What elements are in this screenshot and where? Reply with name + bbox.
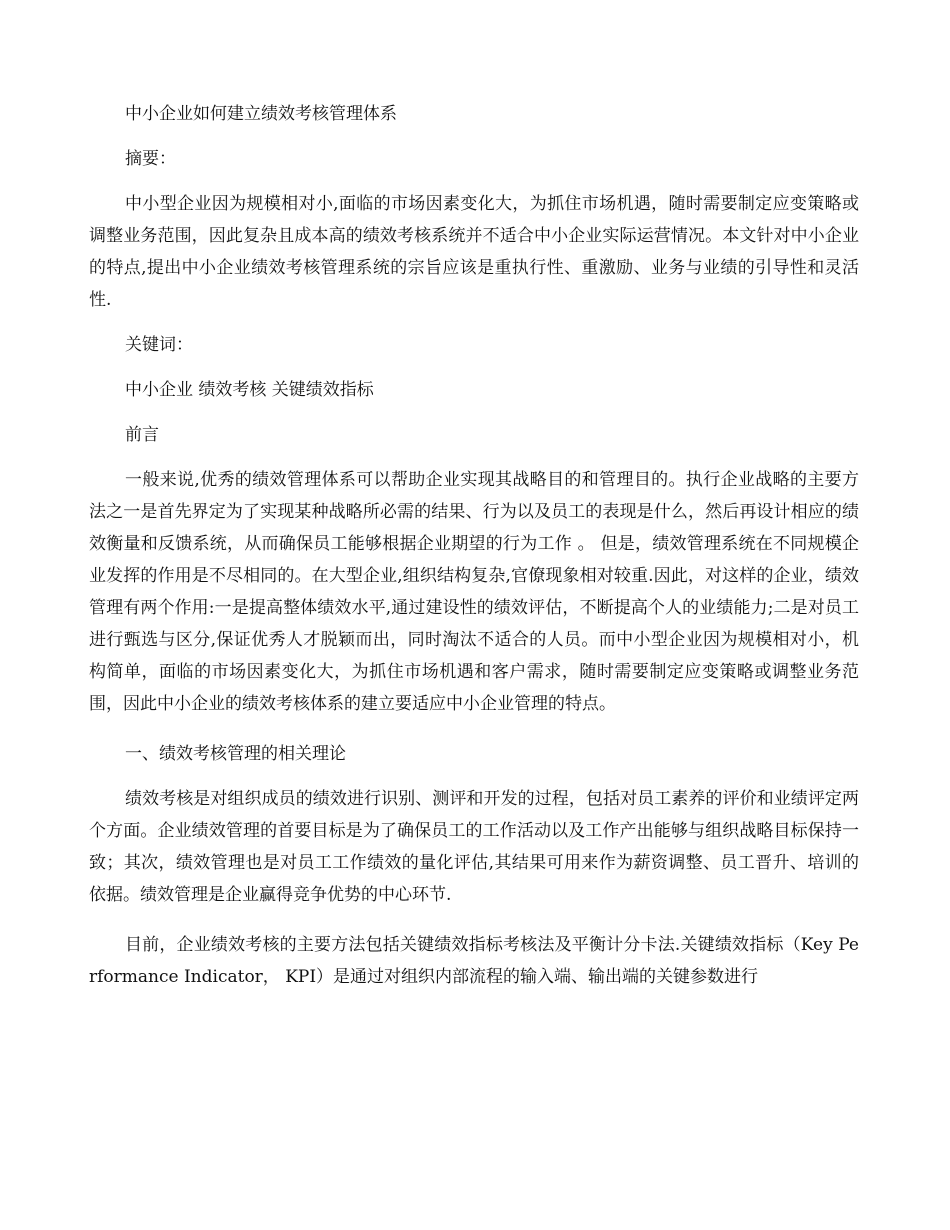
keywords-label: 关键词： xyxy=(125,335,193,355)
preface-paragraph: 一般来说,优秀的绩效管理体系可以帮助企业实现其战略目的和管理目的。执行企业战略的主要方法之一是首先界定为了实现某种战略所必需的结果、行为以及员工的表现是什么，然后再设计相应的绩效衡量和反馈系统，从而确保员工能够根据企业期望的行为工作 。 但是，绩效管理系统在不同规模企业发挥的作用是不尽相同的。在大型企业,组织结构复杂,官僚现象相对较重.因此，对这样的企业，绩效管理有两个作用:一是提高整体绩效水平,通过建设性的绩效评估，不断提高个人的业绩能力;二是对员工进行甄选与区分,保证优秀人才脱颖而出，同时淘汰不适合的人员。而中小型企业因为规模相对小，机构简单，面临的市场因素变化大，为抓住市场机遇和客户需求，随时需要制定应变策略或调整业务范围，因此中小企业的绩效考核体系的建立要适应中小企业管理的特点。 xyxy=(89,470,859,714)
section-heading: 一、绩效考核管理的相关理论 xyxy=(125,744,346,764)
section-paragraph: 目前，企业绩效考核的主要方法包括关键绩效指标考核法及平衡计分卡法.关键绩效指标（Key Performance Indicator， KPI）是通过对组织内部流程的输入端、输出端的关键参数进行 xyxy=(89,935,859,987)
keywords-text: 中小企业 绩效考核 关键绩效指标 xyxy=(125,380,374,400)
section-paragraph: 绩效考核是对组织成员的绩效进行识别、测评和开发的过程，包括对员工素养的评价和业绩评定两个方面。企业绩效管理的首要目标是为了确保员工的工作活动以及工作产出能够与组织战略目标保持一致；其次，绩效管理也是对员工工作绩效的量化评估,其结果可用来作为薪资调整、员工晋升、培训的依据。绩效管理是企业赢得竞争优势的中心环节. xyxy=(89,789,859,905)
abstract-label: 摘要： xyxy=(125,149,176,169)
document-page xyxy=(89,98,859,993)
document-title: 中小企业如何建立绩效考核管理体系 xyxy=(125,104,397,124)
abstract-text: 中小型企业因为规模相对小,面临的市场因素变化大，为抓住市场机遇，随时需要制定应变策略或调整业务范围，因此复杂且成本高的绩效考核系统并不适合中小企业实际运营情况。本文针对中小企业的特点,提出中小企业绩效考核管理系统的宗旨应该是重执行性、重激励、业务与业绩的引导性和灵活性. xyxy=(89,194,859,310)
preface-heading: 前言 xyxy=(125,425,159,445)
